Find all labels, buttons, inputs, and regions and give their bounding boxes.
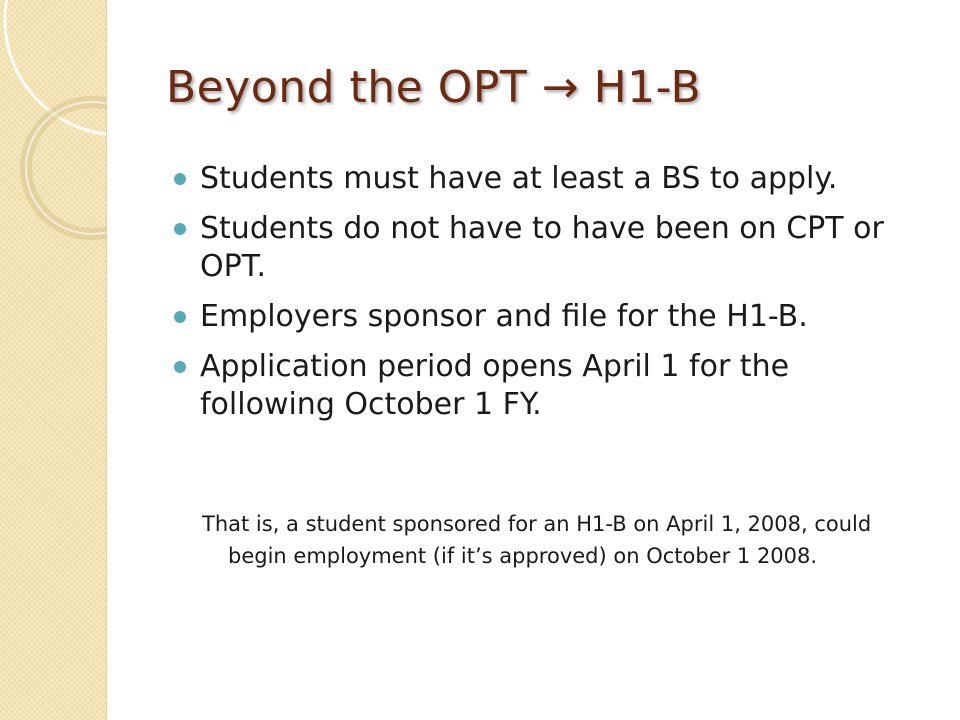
decorative-circles-graphic [0,0,106,720]
bullet-text: Students do not have to have been on CPT or OPT. [200,211,884,284]
bullet-text: Students must have at least a BS to apply. [200,161,838,196]
bullet-dot-icon [174,311,186,323]
bullet-item [172,298,912,336]
bullet-item [172,348,912,424]
bullet-list [172,160,912,436]
explanatory-note: That is, a student sponsored for an H1-B on April 1, 2008, could begin employment (if it’s approved) on October 1 2008. [202,512,872,568]
bullet-dot-icon [174,223,186,235]
slide-title: Beyond the OPT → H1-B [166,62,702,113]
decorative-side-band [0,0,107,720]
bullet-dot-icon [174,173,186,185]
bullet-item [172,160,912,198]
bullet-text: Application period opens April 1 for the following October 1 FY. [200,349,790,422]
bullet-item [172,210,912,286]
bullet-dot-icon [174,361,186,373]
bullet-text: Employers sponsor and file for the H1-B. [200,299,808,334]
